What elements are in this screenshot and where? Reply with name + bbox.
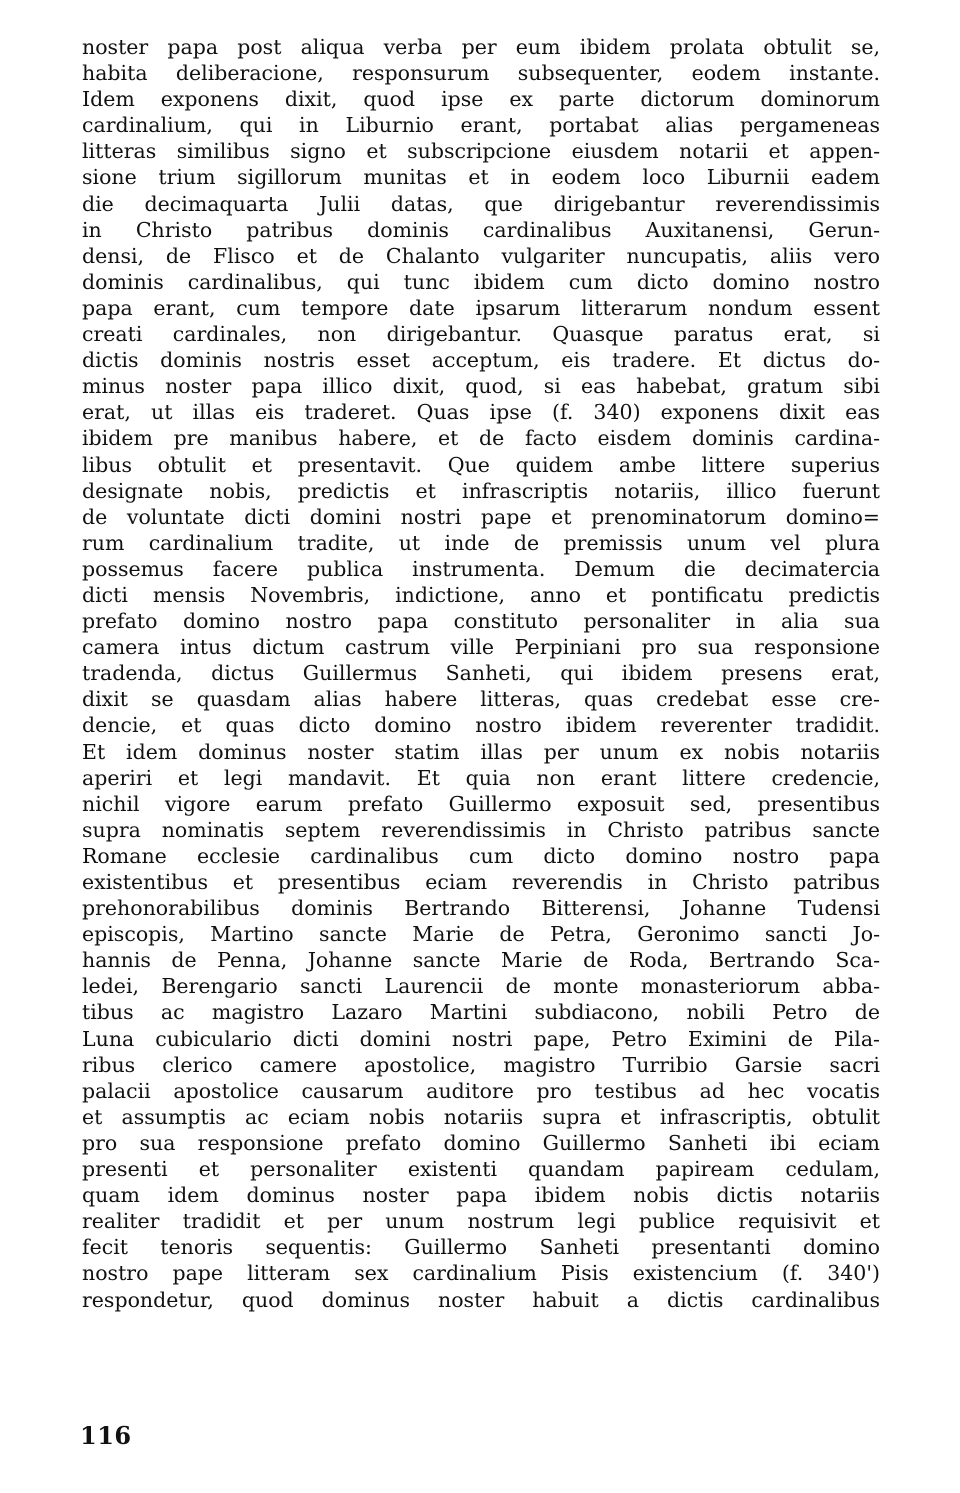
body-text xyxy=(82,34,880,1313)
text-line: aperiri et legi mandavit. Et quia non erant littere credencie, xyxy=(82,765,880,790)
text-line: existentibus et presentibus eciam reverendis in Christo patribus xyxy=(82,870,880,894)
page-number: 116 xyxy=(80,1421,132,1450)
text-line: de voluntate dicti domini nostri pape et prenominatorum domino= xyxy=(82,504,880,529)
text-line: tradenda, dictus Guillermus Sanheti, qui ibidem presens erat, xyxy=(82,661,880,686)
text-line: erat, ut illas eis traderet. Quas ipse (f. 340) exponens dixit eas xyxy=(82,400,880,425)
text-line: pro sua responsione prefato domino Guillermo Sanheti ibi eciam xyxy=(82,1130,880,1155)
text-line: nostro pape litteram sex cardinalium Pisis existencium (f. 340') xyxy=(82,1261,880,1286)
text-line: noster papa post aliqua verba per eum ibidem prolata obtulit se, xyxy=(82,35,880,59)
text-line: sione trium sigillorum munitas et in eodem loco Liburnii eadem xyxy=(82,165,880,190)
text-line: realiter tradidit et per unum nostrum legi publice requisivit et xyxy=(82,1209,880,1234)
text-line: ibidem pre manibus habere, et de facto eisdem dominis cardina- xyxy=(82,426,880,451)
text-line: presenti et personaliter existenti quandam papiream cedulam, xyxy=(82,1157,880,1182)
text-line: Luna cubiculario dicti domini nostri pape, Petro Eximini de Pila- xyxy=(82,1026,880,1051)
text-line: dencie, et quas dicto domino nostro ibidem reverenter tradidit. xyxy=(82,713,880,738)
text-line: Idem exponens dixit, quod ipse ex parte dictorum dominorum xyxy=(82,87,880,112)
text-line: possemus facere publica instrumenta. Demum die decimatercia xyxy=(82,556,880,581)
text-line: dicti mensis Novembris, indictione, anno et pontificatu predictis xyxy=(82,582,880,607)
text-line: Romane ecclesie cardinalibus cum dicto domino nostro papa xyxy=(82,843,880,868)
text-line: prehonorabilibus dominis Bertrando Bitterensi, Johanne Tudensi xyxy=(82,896,880,921)
text-line: Et idem dominus noster statim illas per unum ex nobis notariis xyxy=(82,739,880,764)
text-line: rum cardinalium tradite, ut inde de premissis unum vel plura xyxy=(82,530,880,555)
text-line: densi, de Flisco et de Chalanto vulgariter nuncupatis, aliis vero xyxy=(82,243,880,268)
text-line: respondetur, quod dominus noster habuit a dictis cardinalibus xyxy=(82,1287,880,1312)
text-line: ledei, Berengario sancti Laurencii de monte monasteriorum abba- xyxy=(82,974,880,999)
text-line: minus noster papa illico dixit, quod, si eas habebat, gratum sibi xyxy=(82,374,880,399)
text-line: supra nominatis septem reverendissimis in Christo patribus sancte xyxy=(82,817,880,842)
text-line: camera intus dictum castrum ville Perpiniani pro sua responsione xyxy=(82,635,880,660)
text-line: habita deliberacione, responsurum subsequenter, eodem instante. xyxy=(82,61,880,86)
text-line: dictis dominis nostris esset acceptum, eis tradere. Et dictus do- xyxy=(82,348,880,373)
text-line: et assumptis ac eciam nobis notariis supra et infrascriptis, obtulit xyxy=(82,1104,880,1129)
text-line: nichil vigore earum prefato Guillermo exposuit sed, presentibus xyxy=(82,791,880,816)
text-line: fecit tenoris sequentis: Guillermo Sanheti presentanti domino xyxy=(82,1235,880,1260)
text-line: litteras similibus signo et subscripcione eiusdem notarii et appen- xyxy=(82,139,880,164)
text-line: designate nobis, predictis et infrascriptis notariis, illico fuerunt xyxy=(82,478,880,503)
text-line: libus obtulit et presentavit. Que quidem ambe littere superius xyxy=(82,452,880,477)
text-line: cardinalium, qui in Liburnio erant, portabat alias pergameneas xyxy=(82,113,880,138)
text-line: ribus clerico camere apostolice, magistro Turribio Garsie sacri xyxy=(82,1052,880,1077)
text-line: die decimaquarta Julii datas, que dirigebantur reverendissimis xyxy=(82,191,880,216)
text-line: episcopis, Martino sancte Marie de Petra, Geronimo sancti Jo- xyxy=(82,922,880,947)
text-line: tibus ac magistro Lazaro Martini subdiacono, nobili Petro de xyxy=(82,1000,880,1025)
text-line: creati cardinales, non dirigebantur. Quasque paratus erat, si xyxy=(82,322,880,347)
text-line: papa erant, cum tempore date ipsarum litterarum nondum essent xyxy=(82,295,880,320)
text-line: prefato domino nostro papa constituto personaliter in alia sua xyxy=(82,609,880,634)
text-line: dixit se quasdam alias habere litteras, quas credebat esse cre- xyxy=(82,687,880,712)
text-line: in Christo patribus dominis cardinalibus Auxitanensi, Gerun- xyxy=(82,217,880,242)
text-line: dominis cardinalibus, qui tunc ibidem cum dicto domino nostro xyxy=(82,269,880,294)
text-line: hannis de Penna, Johanne sancte Marie de Roda, Bertrando Sca- xyxy=(82,948,880,973)
text-line: palacii apostolice causarum auditore pro testibus ad hec vocatis xyxy=(82,1078,880,1103)
text-line: quam idem dominus noster papa ibidem nobis dictis notariis xyxy=(82,1183,880,1208)
